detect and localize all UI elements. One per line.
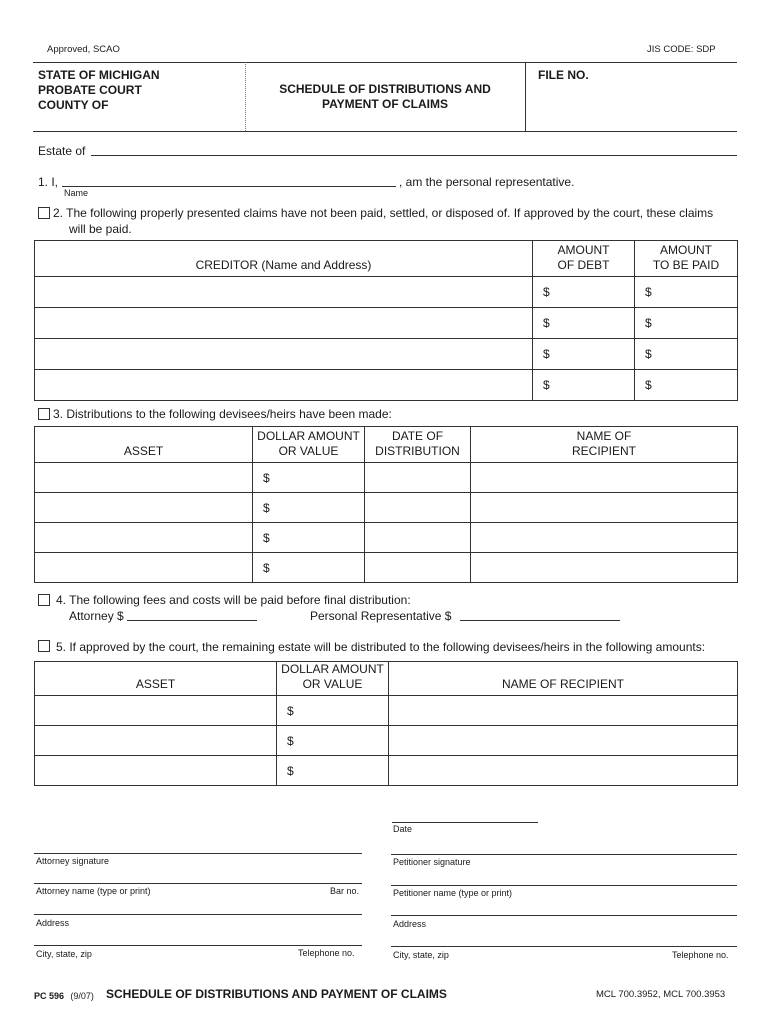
recipient-cell[interactable] xyxy=(471,463,738,493)
date-cell[interactable] xyxy=(365,463,471,493)
dollar-amount-cell[interactable]: $ xyxy=(277,756,389,786)
header-divider-2 xyxy=(525,62,526,131)
asset-cell[interactable] xyxy=(35,756,277,786)
attorney-fee-label: Attorney $ xyxy=(69,609,124,623)
name-caption: Name xyxy=(64,188,89,198)
debt-amount-cell[interactable]: $ xyxy=(533,308,635,339)
distributions-header-row xyxy=(35,427,738,463)
asset-cell[interactable] xyxy=(35,553,253,583)
table-row xyxy=(35,339,738,370)
petitioner-name-line[interactable] xyxy=(391,885,737,886)
col-dollar-amount: DOLLAR AMOUNT OR VALUE xyxy=(277,662,389,696)
table-row xyxy=(35,277,738,308)
col-amount-to-be-paid: AMOUNT TO BE PAID xyxy=(635,241,738,277)
col-dollar-amount: DOLLAR AMOUNT OR VALUE xyxy=(253,427,365,463)
creditor-cell[interactable] xyxy=(35,308,533,339)
header-bottom-rule xyxy=(33,131,737,132)
footer-form-id xyxy=(34,988,94,1002)
jis-code: JIS CODE: SDP xyxy=(647,44,716,55)
table-row xyxy=(35,696,738,726)
table-row xyxy=(35,553,738,583)
date-line[interactable] xyxy=(392,822,538,823)
date-label: Date xyxy=(393,824,413,834)
col-date-of-distribution: DATE OF DISTRIBUTION xyxy=(365,427,471,463)
asset-cell[interactable] xyxy=(35,726,277,756)
form-title-line-2: PAYMENT OF CLAIMS xyxy=(321,97,448,111)
estate-name-field[interactable] xyxy=(91,155,737,156)
header-top-rule xyxy=(33,62,737,63)
petitioner-city-line[interactable] xyxy=(391,946,737,947)
asset-cell[interactable] xyxy=(35,696,277,726)
date-cell[interactable] xyxy=(365,553,471,583)
approved-label: Approved, SCAO xyxy=(47,44,120,55)
claims-table xyxy=(34,240,738,401)
col-amount-of-debt: AMOUNT OF DEBT xyxy=(533,241,635,277)
pr-fee-field[interactable] xyxy=(460,620,620,621)
petitioner-signature-line[interactable] xyxy=(391,854,737,855)
item2-checkbox[interactable] xyxy=(38,207,50,219)
dollar-amount-cell[interactable]: $ xyxy=(277,726,389,756)
item4-text: 4. The following fees and costs will be paid before final distribution: xyxy=(56,593,411,607)
distributions-table xyxy=(34,426,738,583)
creditor-cell[interactable] xyxy=(35,277,533,308)
remaining-header-row xyxy=(35,662,738,696)
paid-amount-cell[interactable]: $ xyxy=(635,339,738,370)
form-revision: (9/07) xyxy=(70,991,94,1001)
petitioner-city-label: City, state, zip xyxy=(393,950,449,960)
col-name-of-recipient: NAME OF RECIPIENT xyxy=(471,427,738,463)
debt-amount-cell[interactable]: $ xyxy=(533,370,635,401)
dollar-amount-cell[interactable]: $ xyxy=(253,493,365,523)
item5-checkbox[interactable] xyxy=(38,640,50,652)
item5-text: 5. If approved by the court, the remaining estate will be distributed to the following devisees/heirs in the following amounts: xyxy=(56,640,706,654)
attorney-fee-field[interactable] xyxy=(127,620,257,621)
dollar-amount-cell[interactable]: $ xyxy=(253,523,365,553)
asset-cell[interactable] xyxy=(35,463,253,493)
form-title xyxy=(245,82,525,112)
form-number: PC 596 xyxy=(34,991,65,1001)
pr-fee-label: Personal Representative $ xyxy=(310,609,452,623)
attorney-telephone-label: Telephone no. xyxy=(298,948,355,958)
table-row xyxy=(35,756,738,786)
col-asset: ASSET xyxy=(35,662,277,696)
court-name: PROBATE COURT xyxy=(38,83,142,97)
asset-cell[interactable] xyxy=(35,493,253,523)
petitioner-address-label: Address xyxy=(393,919,427,929)
item1-prefix: 1. I, xyxy=(38,175,59,189)
court-state: STATE OF MICHIGAN xyxy=(38,68,160,82)
bar-no-label: Bar no. xyxy=(330,886,360,896)
table-row xyxy=(35,308,738,339)
col-asset: ASSET xyxy=(35,427,253,463)
attorney-city-line[interactable] xyxy=(34,945,362,946)
table-row xyxy=(35,370,738,401)
table-row xyxy=(35,726,738,756)
attorney-address-label: Address xyxy=(36,918,70,928)
footer-title: SCHEDULE OF DISTRIBUTIONS AND PAYMENT OF CLAIMS xyxy=(106,987,447,1001)
recipient-cell[interactable] xyxy=(471,493,738,523)
col-creditor: CREDITOR (Name and Address) xyxy=(35,241,533,277)
form-title-line-1: SCHEDULE OF DISTRIBUTIONS AND xyxy=(279,82,491,96)
petitioner-signature-label: Petitioner signature xyxy=(393,857,471,867)
debt-amount-cell[interactable]: $ xyxy=(533,277,635,308)
court-county: COUNTY OF xyxy=(38,98,109,112)
creditor-cell[interactable] xyxy=(35,370,533,401)
item2-text-line2: will be paid. xyxy=(69,222,132,236)
item3-checkbox[interactable] xyxy=(38,408,50,420)
table-row xyxy=(35,463,738,493)
petitioner-address-line[interactable] xyxy=(391,915,737,916)
remaining-estate-table xyxy=(34,661,738,786)
attorney-city-label: City, state, zip xyxy=(36,949,92,959)
dollar-amount-cell[interactable]: $ xyxy=(253,553,365,583)
item4-checkbox[interactable] xyxy=(38,594,50,606)
date-cell[interactable] xyxy=(365,523,471,553)
date-cell[interactable] xyxy=(365,493,471,523)
dollar-amount-cell[interactable]: $ xyxy=(277,696,389,726)
claims-header-row xyxy=(35,241,738,277)
asset-cell[interactable] xyxy=(35,523,253,553)
file-no-label: FILE NO. xyxy=(538,68,589,82)
creditor-cell[interactable] xyxy=(35,339,533,370)
table-row xyxy=(35,523,738,553)
recipient-cell[interactable] xyxy=(471,553,738,583)
item3-text: 3. Distributions to the following devisees/heirs have been made: xyxy=(53,407,392,421)
attorney-signature-label: Attorney signature xyxy=(36,856,110,866)
recipient-cell[interactable] xyxy=(389,726,738,756)
recipient-cell[interactable] xyxy=(471,523,738,553)
col-name-of-recipient: NAME OF RECIPIENT xyxy=(389,662,738,696)
dollar-amount-cell[interactable]: $ xyxy=(253,463,365,493)
petitioner-name-label: Petitioner name (type or print) xyxy=(393,888,513,898)
paid-amount-cell[interactable]: $ xyxy=(635,370,738,401)
estate-label: Estate of xyxy=(38,144,86,158)
item1-suffix: , am the personal representative. xyxy=(399,175,575,189)
footer-statutes: MCL 700.3952, MCL 700.3953 xyxy=(596,989,726,1000)
attorney-name-line[interactable] xyxy=(34,883,362,884)
petitioner-telephone-label: Telephone no. xyxy=(672,950,729,960)
debt-amount-cell[interactable]: $ xyxy=(533,339,635,370)
attorney-address-line[interactable] xyxy=(34,914,362,915)
attorney-signature-line[interactable] xyxy=(34,853,362,854)
paid-amount-cell[interactable]: $ xyxy=(635,308,738,339)
item2-text-line1: 2. The following properly presented claims have not been paid, settled, or disposed of. If approved by the court, these claims xyxy=(53,206,714,220)
recipient-cell[interactable] xyxy=(389,696,738,726)
paid-amount-cell[interactable]: $ xyxy=(635,277,738,308)
recipient-cell[interactable] xyxy=(389,756,738,786)
table-row xyxy=(35,493,738,523)
representative-name-field[interactable] xyxy=(62,186,396,187)
attorney-name-label: Attorney name (type or print) xyxy=(36,886,151,896)
court-block xyxy=(38,68,160,113)
